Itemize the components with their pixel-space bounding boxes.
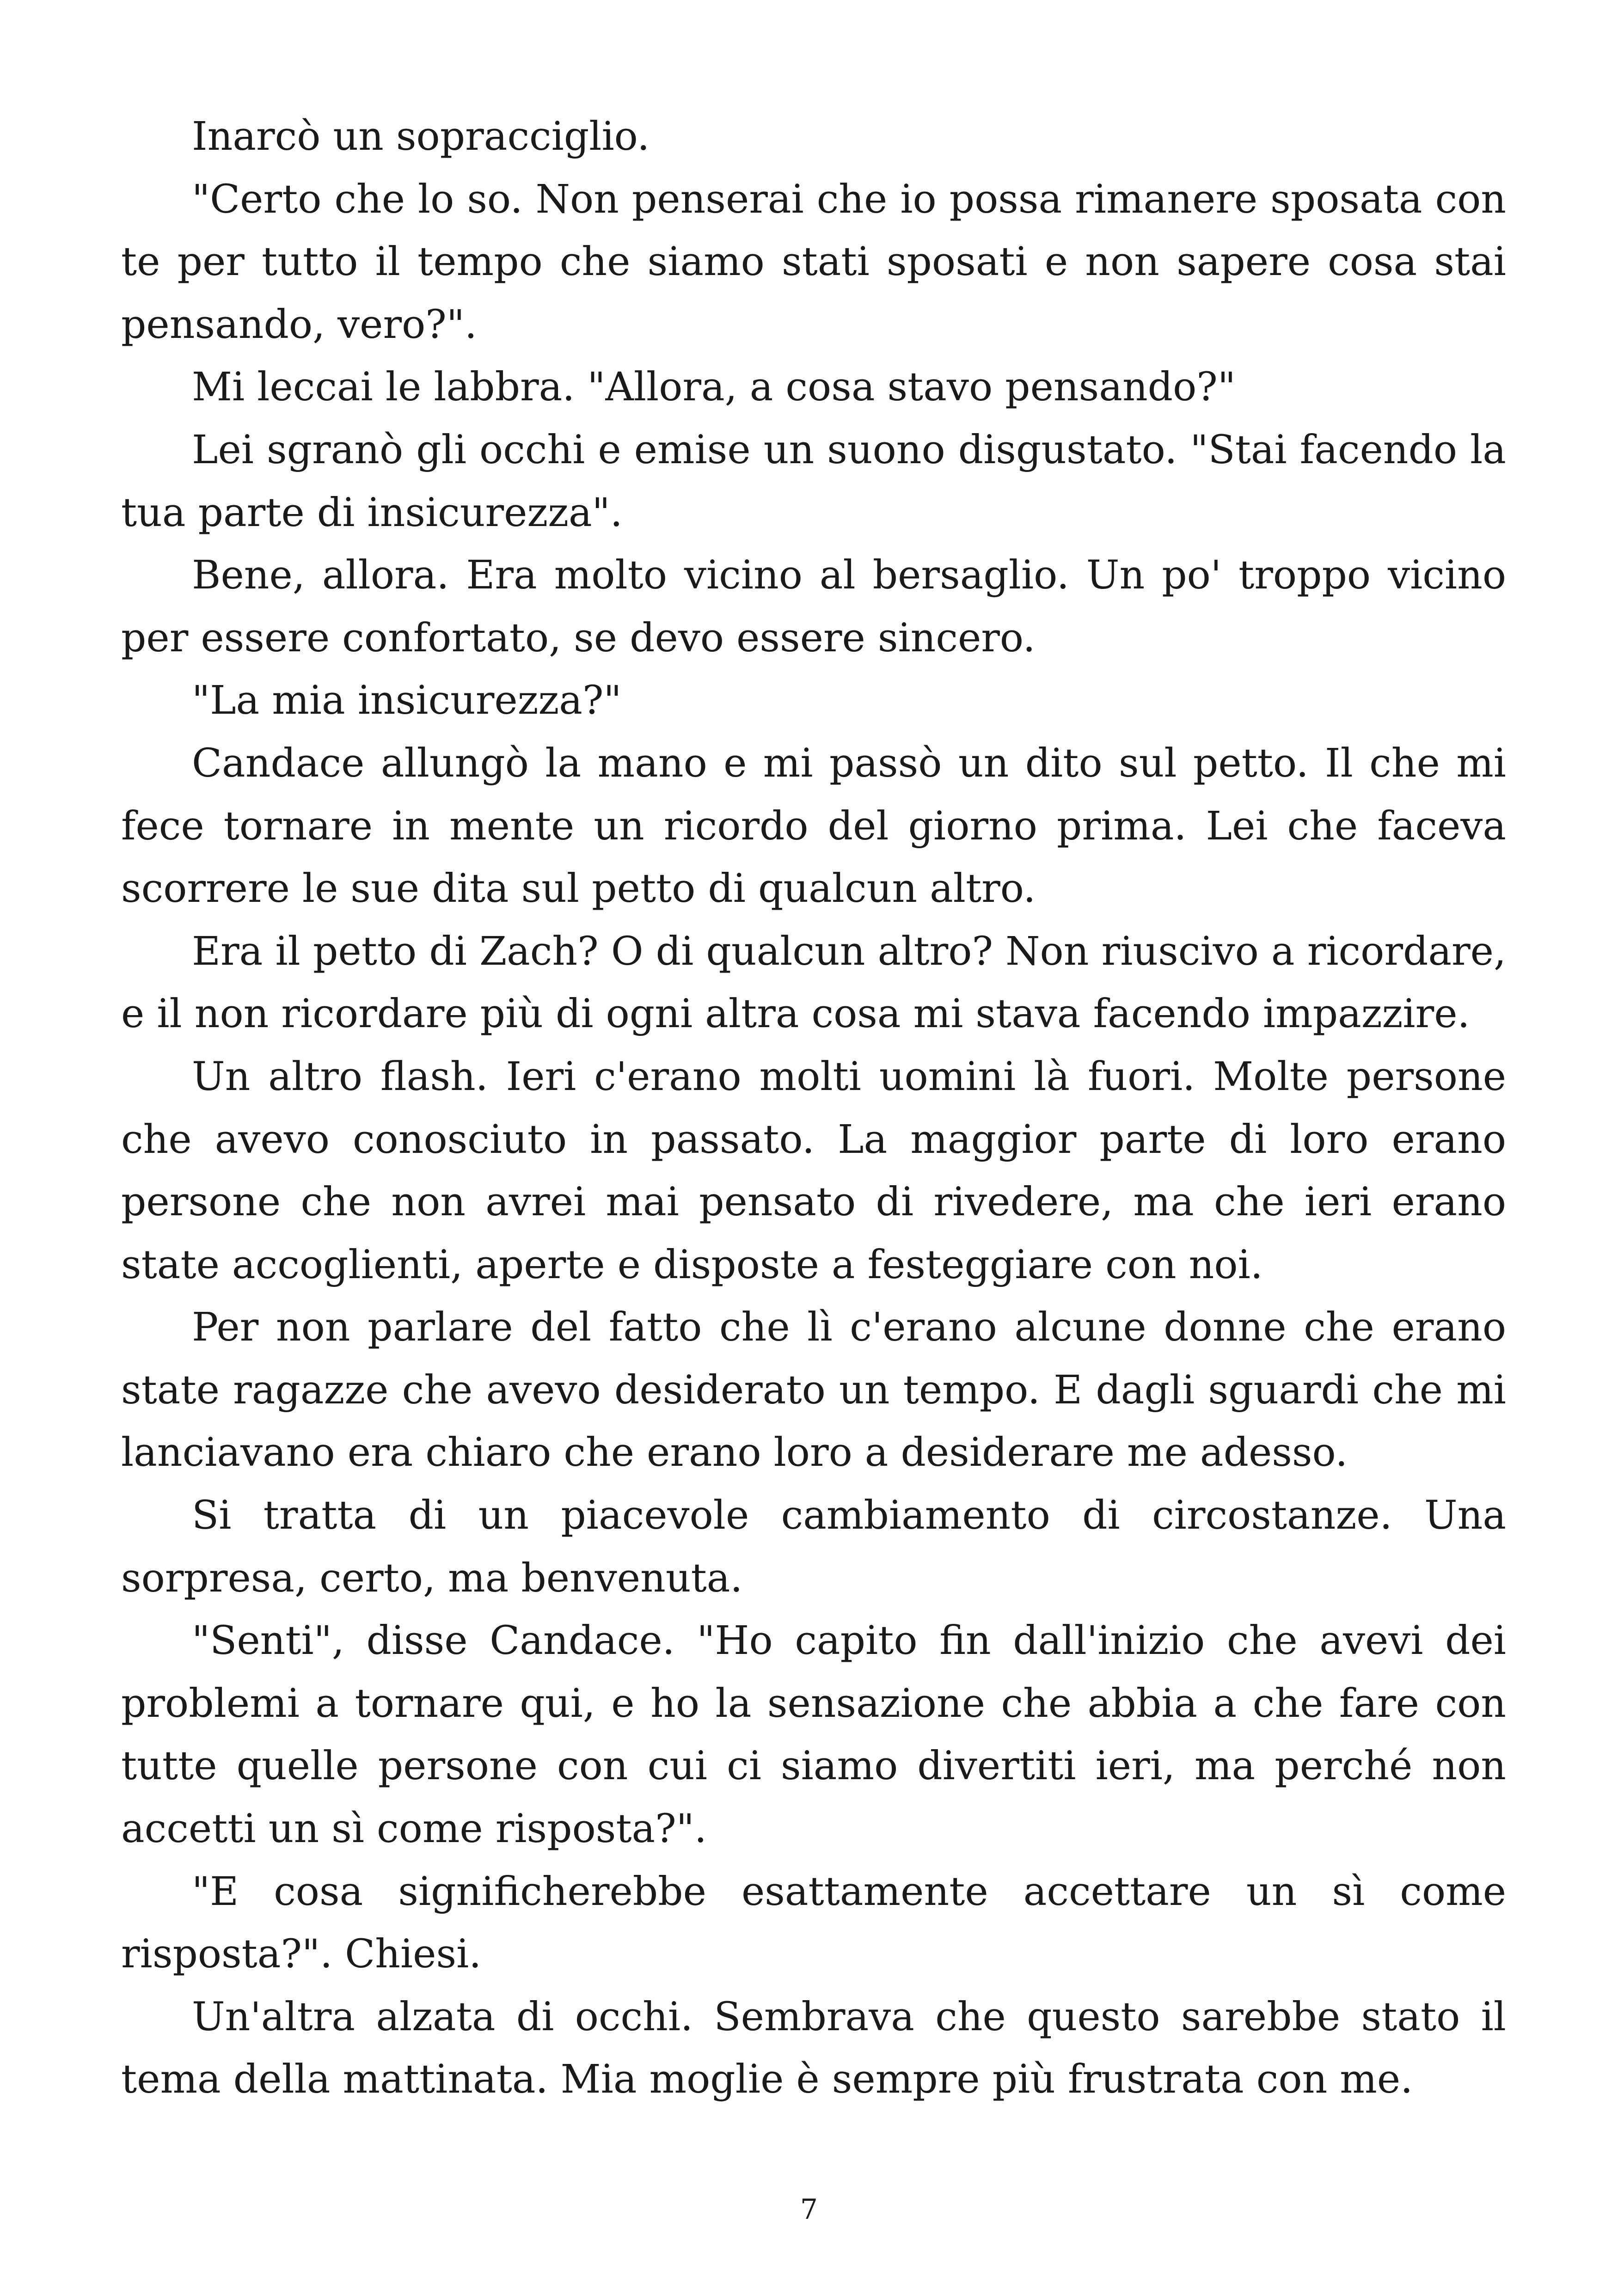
paragraph: Mi leccai le labbra. "Allora, a cosa stavo pensando?" <box>192 364 1236 410</box>
paragraph: Un altro flash. Ieri c'erano molti uomini là fuori. Molte persone che avevo conosciuto in passato. La maggior parte di loro erano persone che non avrei mai pensato di rivedere, ma che ieri erano state accoglienti, aperte e disposte a festeggiare con noi. <box>121 1053 1506 1288</box>
paragraph: Candace allungò la mano e mi passò un dito sul petto. Il che mi fece tornare in mente un ricordo del giorno prima. Lei che faceva scorrere le sue dita sul petto di qualcun altro. <box>121 740 1506 912</box>
paragraph: Inarcò un sopracciglio. <box>192 114 650 159</box>
paragraph: Si tratta di un piacevole cambiamento di circostanze. Una sorpresa, certo, ma benvenuta. <box>121 1493 1506 1601</box>
paragraph: Per non parlare del fatto che lì c'erano alcune donne che erano state ragazze che avevo desiderato un tempo. E dagli sguardi che mi lanciavano era chiaro che erano loro a desiderare me adesso. <box>121 1304 1506 1476</box>
paragraph: Un'altra alzata di occhi. Sembrava che questo sarebbe stato il tema della mattinata. Mia moglie è sempre più frustrata con me. <box>121 1994 1506 2103</box>
paragraph: "E cosa significherebbe esattamente accettare un sì come risposta?". Chiesi. <box>121 1868 1506 1978</box>
paragraph: Lei sgranò gli occhi e emise un suono disgustato. "Stai facendo la tua parte di insicurezza". <box>121 427 1506 536</box>
page-number: 7 <box>800 2193 818 2226</box>
paragraph: "Certo che lo so. Non penserai che io possa rimanere sposata con te per tutto il tempo che siamo stati sposati e non sapere cosa stai pensando, vero?". <box>121 176 1506 348</box>
paragraph: Era il petto di Zach? O di qualcun altro? Non riuscivo a ricordare, e il non ricordare più di ogni altra cosa mi stava facendo impazzire. <box>121 928 1506 1037</box>
paragraph: "La mia insicurezza?" <box>192 678 622 724</box>
paragraph: "Senti", disse Candace. "Ho capito fin dall'inizio che avevi dei problemi a tornare qui, e ho la sensazione che abbia a che fare con tutte quelle persone con cui ci siamo divertiti ieri, ma perché non accetti un sì come risposta?". <box>121 1618 1506 1852</box>
paragraph: Bene, allora. Era molto vicino al bersaglio. Un po' troppo vicino per essere confortato, se devo essere sincero. <box>121 552 1506 661</box>
page-body <box>121 105 1506 2111</box>
